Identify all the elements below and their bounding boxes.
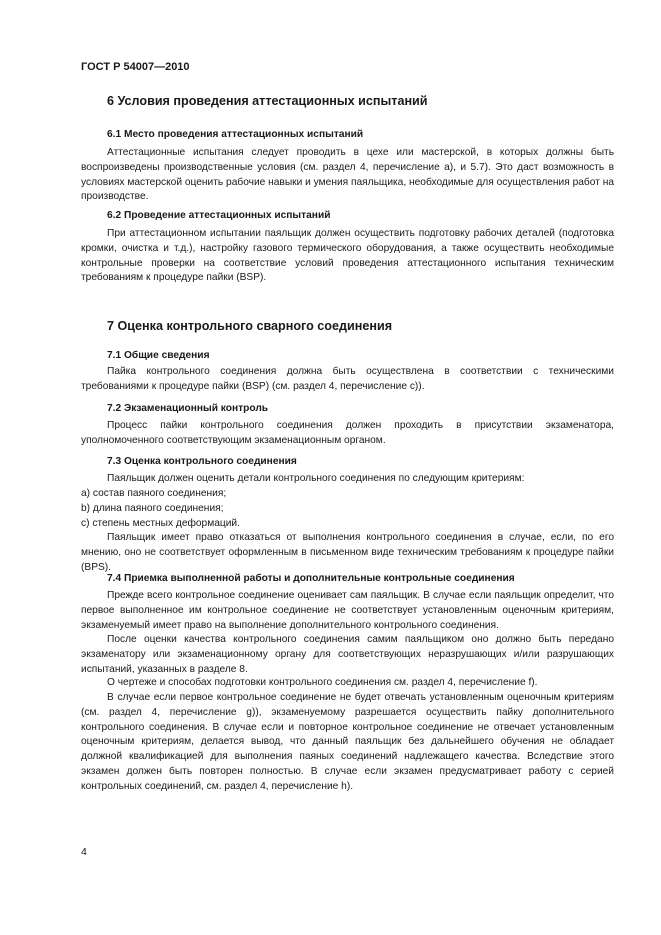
criteria-list	[81, 487, 614, 531]
paragraph-7-3-intro: Паяльщик должен оценить детали контрольного соединения по следующим критериям:	[107, 473, 525, 484]
subsection-7-2-heading: 7.2 Экзаменационный контроль	[107, 403, 269, 414]
list-item: b) длина паяного соединения;	[81, 502, 224, 514]
paragraph-7-4-4: В случае если первое контрольное соединение не будет отвечать установленным оценочным критериям (см. раздел 4, перечисление g)), экзаменуемому разрешается осуществить пайку дополнительного контрольного соединения. В случае если и повторное контрольное соединение не отвечает установленным оценочным критериям, делается вывод, что данный паяльщик без дальнейшего обучения не обладает должной квалификацией для выполнения паяных соединений надлежащего качества. Вследствие этого экзамен должен быть повторен полностью. В случае если экзамен предусматривает работу с серией контрольных соединений, см. раздел 4, перечисление h).	[81, 692, 614, 792]
section-7-heading: 7 Оценка контрольного сварного соединения	[107, 319, 393, 333]
section-6-heading: 6 Условия проведения аттестационных испытаний	[107, 94, 428, 108]
paragraph-7-1: Пайка контрольного соединения должна быть осуществлена в соответствии с техническими требованиями к процедуре пайки (BSP) (см. раздел 4, перечисление с)).	[81, 366, 614, 392]
subsection-6-2-heading: 6.2 Проведение аттестационных испытаний	[107, 210, 331, 221]
paragraph-7-2: Процесс пайки контрольного соединения должен проходить в присутствии экзаменатора, уполномоченного соответствующим экзаменационным органом.	[81, 420, 614, 446]
list-item: а) состав паяного соединения;	[81, 488, 227, 499]
subsection-6-1-heading: 6.1 Место проведения аттестационных испытаний	[107, 129, 364, 140]
document-header: ГОСТ Р 54007—2010	[81, 61, 190, 73]
subsection-7-3-heading: 7.3 Оценка контрольного соединения	[107, 456, 297, 467]
paragraph-6-1: Аттестационные испытания следует проводить в цехе или мастерской, в которых должны быть воспроизведены производственные условия (см. раздел 4, перечисление а), и 5.7). Это даст возможность в условиях мастерской оценить рабочие навыки и умения паяльщика, необходимые для осуществления работ на производстве.	[81, 147, 614, 203]
paragraph-7-4-3: О чертеже и способах подготовки контрольного соединения см. раздел 4, перечисление f).	[107, 677, 538, 688]
paragraph-7-4-1: Прежде всего контрольное соединение оценивает сам паяльщик. В случае если паяльщик определит, что первое выполненное им контрольное соединение не соответствует установленным оценочным критериям, экзаменуемый имеет право на выполнение дополнительного контрольного соединения.	[81, 590, 614, 631]
paragraph-7-4-2: После оценки качества контрольного соединения самим паяльщиком оно должно быть передано экзаменатору или экзаменационному органу для соответствующих неразрушающих и/или разрушающих испытаний, указанных в разделе 8.	[81, 634, 614, 675]
paragraph-7-3-right: Паяльщик имеет право отказаться от выполнения контрольного соединения в случае, если, по его мнению, оно не соответствует оформленным в письменном виде техническим требованиям к процедуре пайки (BPS).	[81, 532, 614, 573]
page-number: 4	[81, 846, 87, 858]
list-item: с) степень местных деформаций.	[81, 517, 240, 529]
subsection-7-1-heading: 7.1 Общие сведения	[107, 350, 210, 361]
paragraph-6-2: При аттестационном испытании паяльщик должен осуществить подготовку рабочих деталей (подготовка кромки, очистка и т.д.), настройку газового термического оборудования, а также осуществить необходимые контрольные проверки на соответствие условий проведения аттестационного испытания техническим требованиям к процедуре пайки (BSP).	[81, 228, 614, 284]
subsection-7-4-heading: 7.4 Приемка выполненной работы и дополнительные контрольные соединения	[107, 573, 515, 584]
